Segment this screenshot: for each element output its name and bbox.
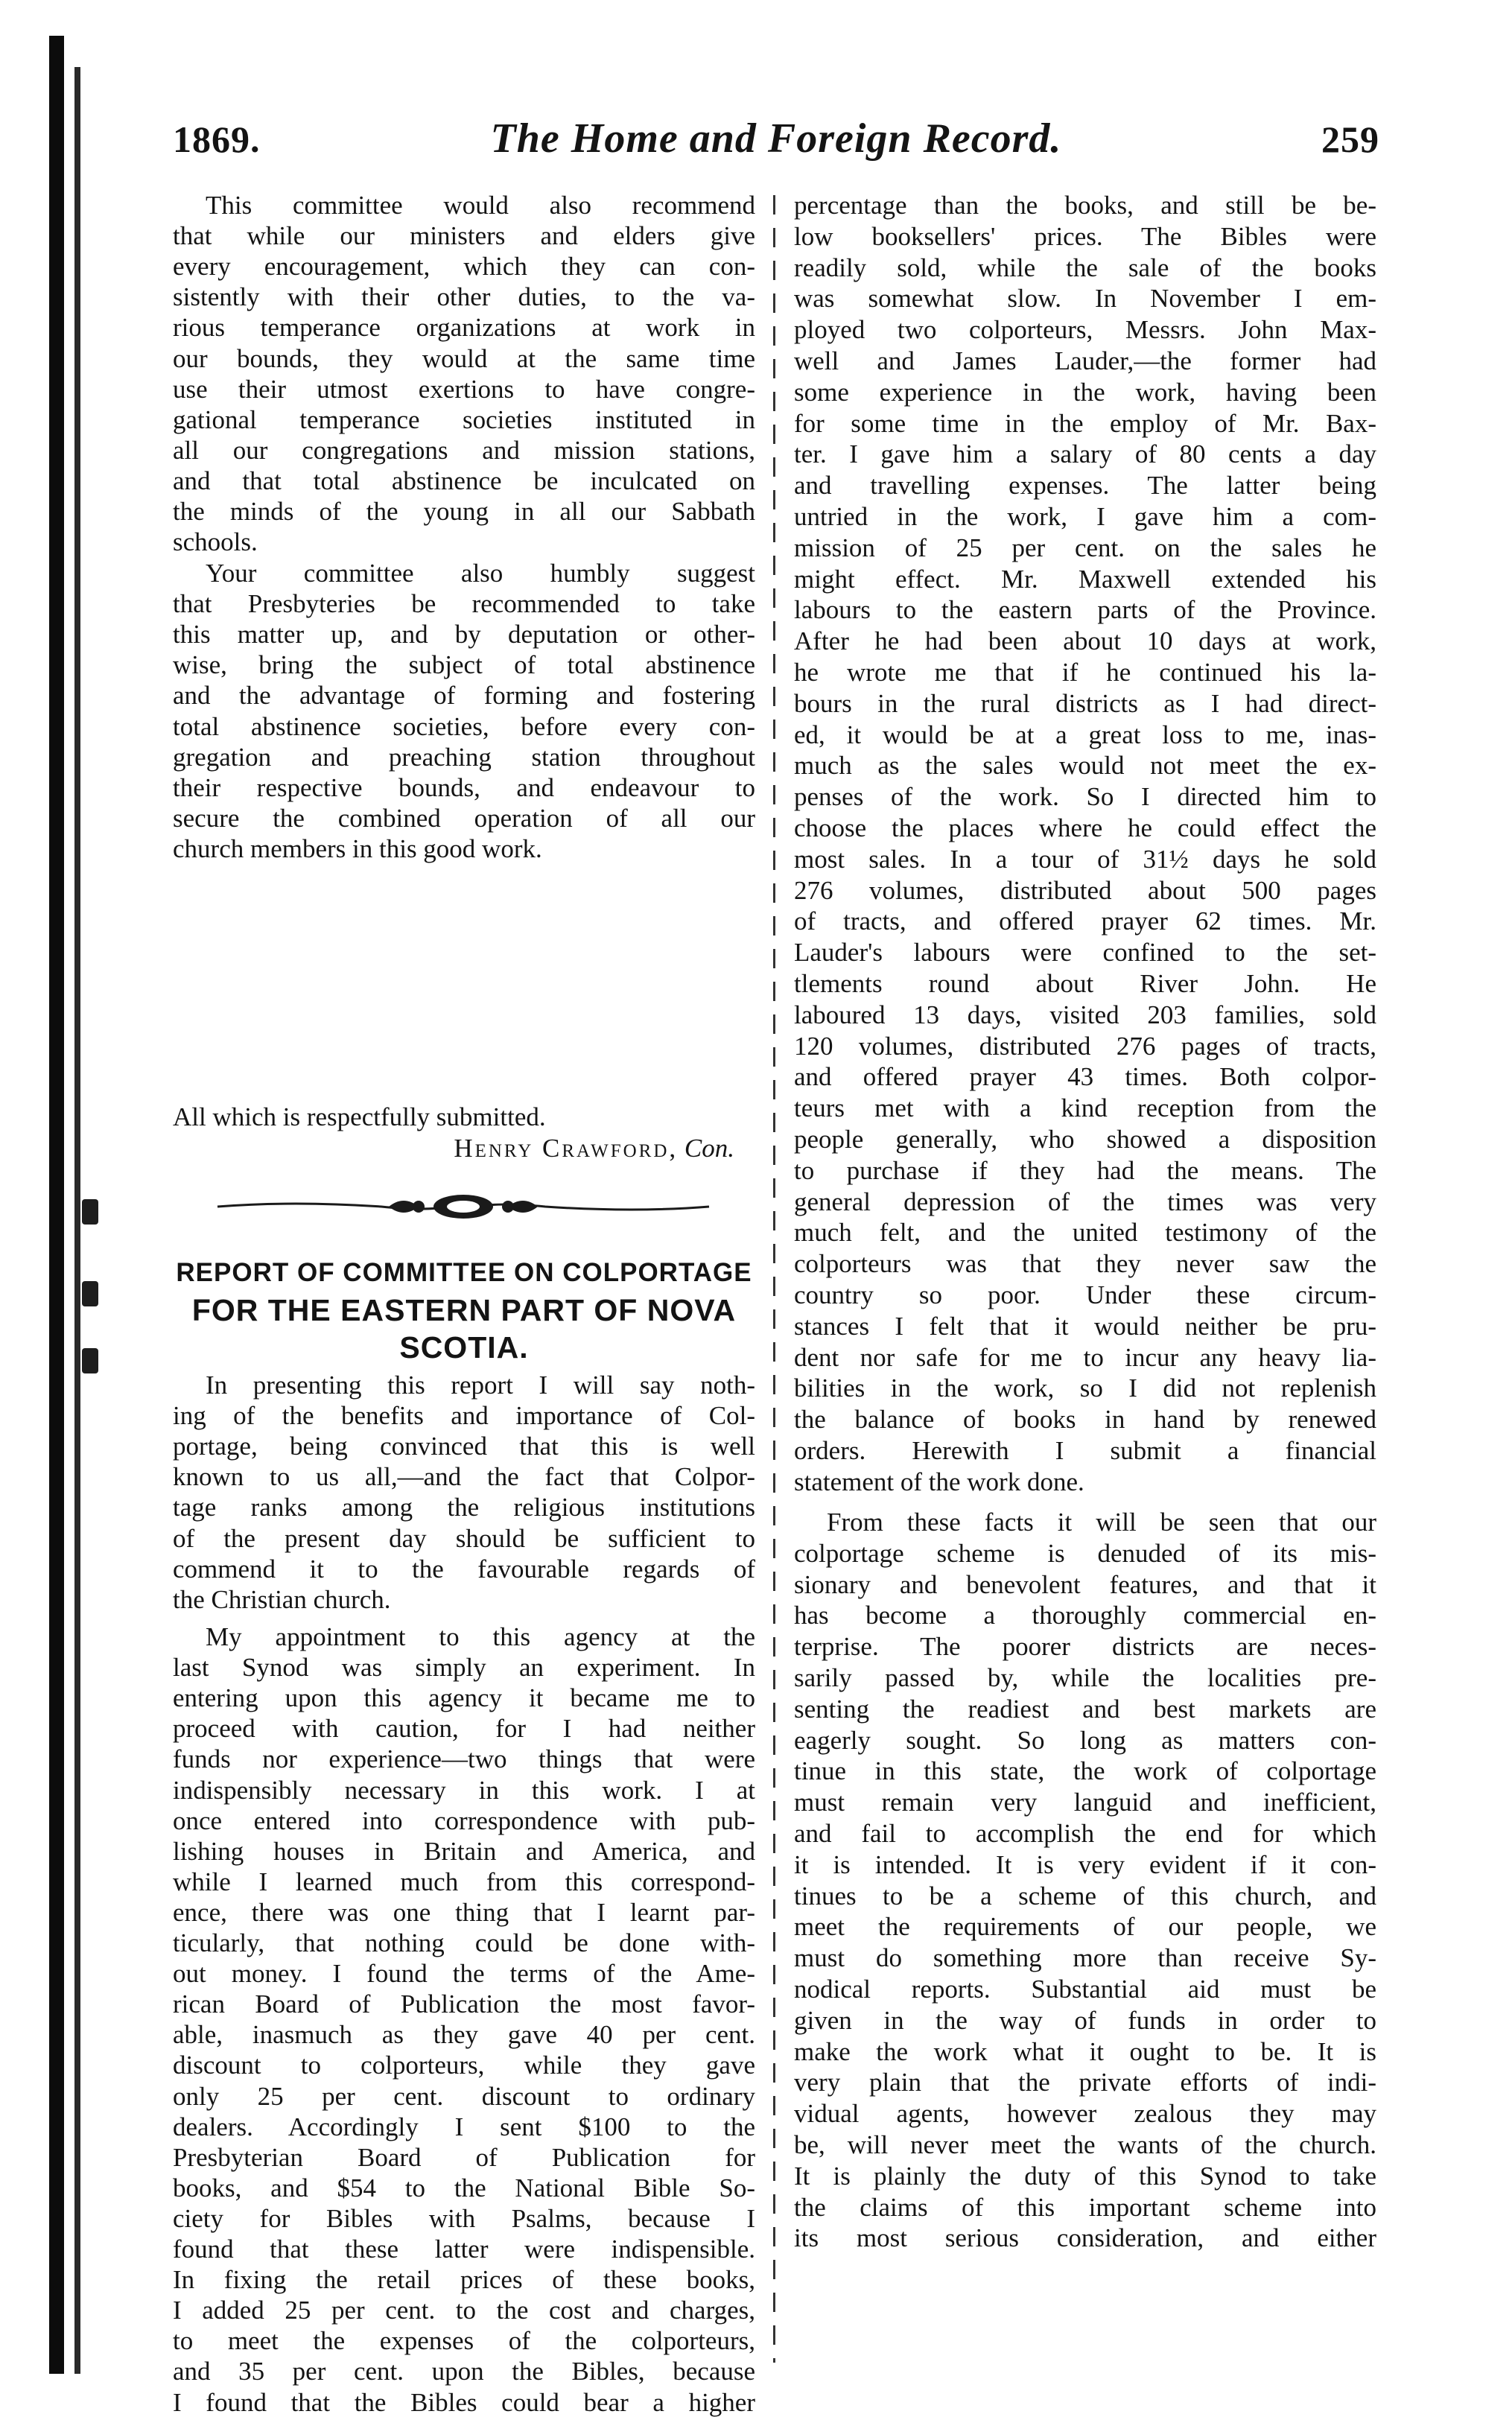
text-line: that Presbyteries be recommended to take — [173, 589, 755, 619]
text-line: My appointment to this agency at the — [206, 1622, 755, 1651]
running-head — [173, 115, 1379, 177]
text-line: discount to colporteurs, while they gave — [173, 2051, 755, 2080]
ornamental-divider-icon — [203, 1184, 724, 1229]
text-line: dealers. Accordingly I sent $100 to the — [173, 2112, 755, 2141]
text-line: I added 25 per cent. to the cost and charges, — [173, 2296, 755, 2325]
text-line: every encouragement, which they can con- — [173, 252, 755, 282]
closing-line: All which is respectfully submitted. — [173, 1102, 546, 1131]
text-line: From these facts it will be seen that our — [827, 1508, 1376, 1537]
text-line: be, will never meet the wants of the church. — [794, 2130, 1376, 2159]
text-line: their respective bounds, and endeavour to — [173, 772, 755, 802]
text-line: readily sold, while the sale of the books — [794, 253, 1376, 282]
text-line: untried in the work, I gave him a com- — [794, 502, 1376, 531]
text-line: must do something more than receive Sy- — [794, 1943, 1376, 1973]
text-line: the minds of the young in all our Sabbath — [173, 497, 755, 526]
report-heading: SCOTIA. — [399, 1330, 529, 1365]
text-line: In fixing the retail prices of these books, — [173, 2265, 755, 2295]
signature — [173, 1135, 755, 1162]
text-line: found that these latter were indispensible. — [173, 2235, 755, 2264]
text-line: able, inasmuch as they gave 40 per cent. — [173, 2020, 755, 2050]
text-line: tinue in this state, the work of colportage — [794, 1756, 1376, 1786]
text-line: very plain that the private efforts of indi- — [794, 2068, 1376, 2097]
text-line: once entered into correspondence with pub- — [173, 1805, 755, 1835]
text-line: he wrote me that if he continued his la- — [794, 658, 1376, 687]
text-line: This committee would also recommend — [206, 191, 755, 220]
text-line: stances I felt that it would neither be pru- — [794, 1311, 1376, 1341]
text-line: ter. I gave him a salary of 80 cents a day — [794, 439, 1376, 469]
text-line: statement of the work done. — [794, 1467, 1084, 1496]
text-line: 120 volumes, distributed 276 pages of tracts, — [794, 1031, 1376, 1061]
header-year: 1869. — [173, 118, 261, 160]
text-line: make the work what it ought to be. It is — [794, 2036, 1376, 2066]
text-line: use their utmost exertions to have congre- — [173, 374, 755, 404]
binding-shadow — [49, 36, 64, 2374]
text-line: gregation and preaching station throughout — [173, 742, 755, 772]
text-line: secure the combined operation of all our — [173, 803, 755, 833]
text-line: teurs met with a kind reception from the — [794, 1093, 1376, 1123]
text-line: people generally, who showed a disposition — [794, 1125, 1376, 1154]
text-line: Lauder's labours were confined to the set- — [794, 938, 1376, 968]
text-line: choose the places where he could effect the — [794, 813, 1376, 842]
text-line: general depression of the times was very — [794, 1187, 1376, 1216]
text-line: portage, being convinced that this is well — [173, 1432, 755, 1461]
text-line: orders. Herewith I submit a financial — [794, 1436, 1376, 1465]
signature-role: Con. — [684, 1134, 734, 1163]
text-line: proceed with caution, for I had neither — [173, 1714, 755, 1744]
text-line: eagerly sought. So long as matters con- — [794, 1725, 1376, 1755]
text-line: commend it to the favourable regards of — [173, 1554, 755, 1584]
text-line: books, and $54 to the National Bible So- — [173, 2173, 755, 2202]
binding-edge — [74, 67, 80, 2374]
text-line: low booksellers' prices. The Bibles were — [794, 221, 1376, 251]
text-line: to meet the expenses of the colporteurs, — [173, 2326, 755, 2356]
text-line: all our congregations and mission stations, — [173, 435, 755, 465]
text-line: vidual agents, however zealous they may — [794, 2099, 1376, 2129]
text-line: wise, bring the subject of total abstinence — [173, 650, 755, 680]
text-line: I found that the Bibles could bear a higher — [173, 2387, 755, 2417]
text-line: entering upon this agency it became me to — [173, 1683, 755, 1713]
journal-title: The Home and Foreign Record. — [490, 115, 1062, 162]
text-line: indispensibly necessary in this work. I at — [173, 1775, 755, 1805]
text-line: total abstinence societies, before every con- — [173, 711, 755, 741]
text-line: and offered prayer 43 times. Both colpor- — [794, 1062, 1376, 1092]
text-line: was somewhat slow. In November I em- — [794, 284, 1376, 314]
text-line: known to us all,—and the fact that Colpor- — [173, 1462, 755, 1492]
text-line: senting the readiest and best markets are — [794, 1694, 1376, 1724]
text-line: 276 volumes, distributed about 500 pages — [794, 875, 1376, 905]
text-line: ployed two colporteurs, Messrs. John Max- — [794, 315, 1376, 345]
text-line: to purchase if they had the means. The — [794, 1155, 1376, 1185]
text-line: After he had been about 10 days at work, — [794, 626, 1376, 656]
text-line: In presenting this report I will say noth- — [206, 1371, 755, 1400]
report-heading: FOR THE EASTERN PART OF NOVA — [191, 1293, 737, 1327]
text-line: only 25 per cent. discount to ordinary — [173, 2081, 755, 2111]
binding-mark — [82, 1199, 98, 1225]
text-line: tinues to be a scheme of this church, and — [794, 1881, 1376, 1911]
text-line: while I learned much from this correspond- — [173, 1867, 755, 1896]
text-line: labours to the eastern parts of the Province. — [794, 595, 1376, 625]
text-line: that while our ministers and elders give — [173, 221, 755, 251]
text-line: rious temperance organizations at work in — [173, 313, 755, 343]
text-line: laboured 13 days, visited 203 families, sold — [794, 1000, 1376, 1029]
text-line: It is plainly the duty of this Synod to take — [794, 2161, 1376, 2191]
text-line: meet the requirements of our people, we — [794, 1912, 1376, 1942]
text-line: for some time in the employ of Mr. Bax- — [794, 408, 1376, 438]
text-line: tlements round about River John. He — [794, 969, 1376, 998]
text-line: given in the way of funds in order to — [794, 2005, 1376, 2035]
text-line: tage ranks among the religious institutions — [173, 1493, 755, 1522]
text-line: bilities in the work, so I did not replenish — [794, 1373, 1376, 1403]
text-line: and fail to accomplish the end for which — [794, 1819, 1376, 1848]
text-line: gational temperance societies instituted in — [173, 404, 755, 434]
text-line: dent nor safe for me to incur any heavy lia- — [794, 1342, 1376, 1372]
text-line: nodical reports. Substantial aid must be — [794, 1975, 1376, 2004]
text-line: sionary and benevolent features, and that it — [794, 1569, 1376, 1599]
text-line: and that total abstinence be inculcated on — [173, 466, 755, 495]
text-line: might effect. Mr. Maxwell extended his — [794, 564, 1376, 594]
signature-name: Henry Crawford, — [454, 1134, 679, 1163]
text-line: sistently with their other duties, to the va- — [173, 282, 755, 312]
text-line: ence, there was one thing that I learnt par- — [173, 1897, 755, 1927]
text-line: rican Board of Publication the most favor- — [173, 1989, 755, 2019]
text-line: Presbyterian Board of Publication for — [173, 2142, 755, 2172]
text-line: colportage scheme is denuded of its mis- — [794, 1538, 1376, 1568]
text-line: terprise. The poorer districts are neces- — [794, 1632, 1376, 1662]
text-line: of the present day should be sufficient to — [173, 1523, 755, 1553]
text-line: the Christian church. — [173, 1584, 391, 1614]
text-line: out money. I found the terms of the Ame- — [173, 1959, 755, 1989]
text-line: ing of the benefits and importance of Col- — [173, 1401, 755, 1431]
text-line: its most serious consideration, and either — [794, 2223, 1376, 2253]
text-line: ciety for Bibles with Psalms, because I — [173, 2203, 755, 2233]
text-line: and travelling expenses. The latter being — [794, 471, 1376, 501]
text-line: our bounds, they would at the same time — [173, 343, 755, 373]
binding-mark — [82, 1348, 98, 1373]
page-number: 259 — [1321, 118, 1379, 160]
text-line: Your committee also humbly suggest — [206, 559, 755, 588]
text-line: country so poor. Under these circum- — [794, 1280, 1376, 1309]
text-line: must remain very languid and inefficient, — [794, 1788, 1376, 1817]
text-line: much as the sales would not meet the ex- — [794, 751, 1376, 781]
text-line: it is intended. It is very evident if it con- — [794, 1849, 1376, 1879]
text-line: the balance of books in hand by renewed — [794, 1405, 1376, 1435]
text-line: well and James Lauder,—the former had — [794, 346, 1376, 375]
text-line: ed, it would be at a great loss to me, inas- — [794, 720, 1376, 749]
text-line: most sales. In a tour of 31½ days he sold — [794, 844, 1376, 874]
text-line: mission of 25 per cent. on the sales he — [794, 533, 1376, 562]
text-line: penses of the work. So I directed him to — [794, 782, 1376, 812]
text-line: last Synod was simply an experiment. In — [173, 1653, 755, 1683]
text-line: and 35 per cent. upon the Bibles, because — [173, 2357, 755, 2386]
text-line: lishing houses in Britain and America, and — [173, 1836, 755, 1866]
text-line: sarily passed by, while the localities pre- — [794, 1663, 1376, 1692]
report-heading: REPORT OF COMMITTEE ON COLPORTAGE — [176, 1258, 752, 1287]
text-line: funds nor experience—two things that were — [173, 1744, 755, 1774]
text-line: bours in the rural districts as I had direct- — [794, 688, 1376, 718]
text-line: and the advantage of forming and fostering — [173, 681, 755, 711]
column-divider — [773, 195, 775, 2363]
text-line: this matter up, and by deputation or other- — [173, 620, 755, 649]
text-line: schools. — [173, 527, 258, 557]
binding-mark — [82, 1281, 98, 1306]
text-line: colporteurs was that they never saw the — [794, 1249, 1376, 1279]
text-line: some experience in the work, having been — [794, 377, 1376, 407]
text-line: much felt, and the united testimony of the — [794, 1218, 1376, 1248]
text-line: has become a thoroughly commercial en- — [794, 1601, 1376, 1630]
text-line: church members in this good work. — [173, 833, 542, 863]
text-line: percentage than the books, and still be be- — [794, 191, 1376, 220]
text-line: of tracts, and offered prayer 62 times. Mr. — [794, 906, 1376, 936]
text-line: ticularly, that nothing could be done with- — [173, 1928, 755, 1957]
text-line: the claims of this important scheme into — [794, 2192, 1376, 2222]
